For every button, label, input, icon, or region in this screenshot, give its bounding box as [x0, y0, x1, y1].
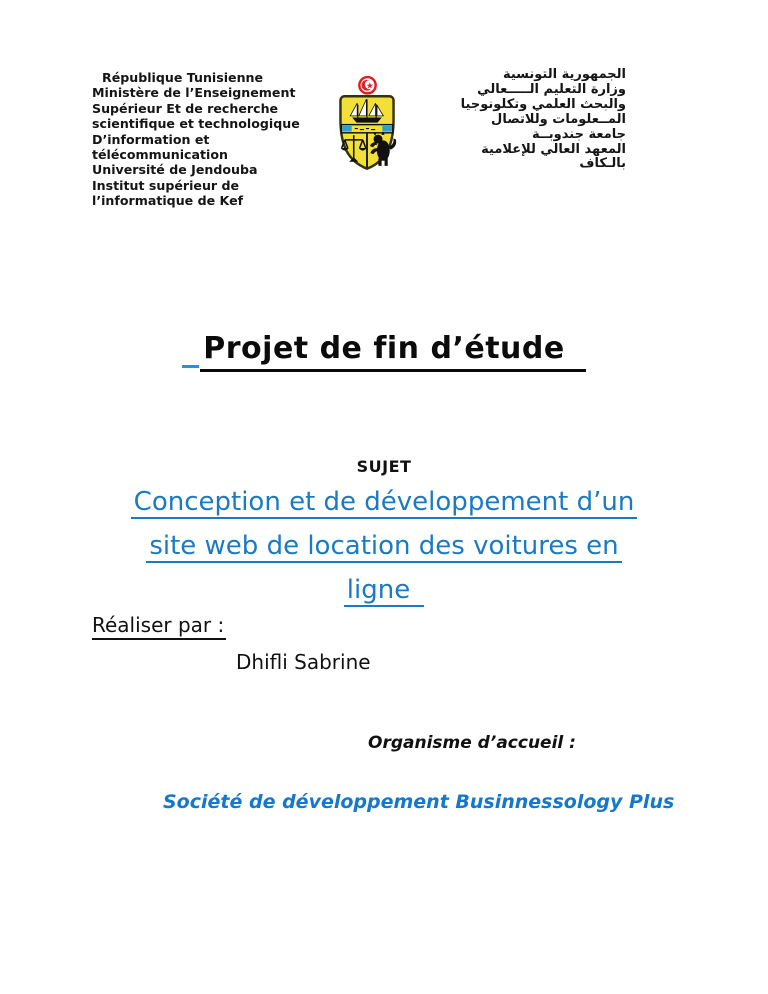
page-title: Projet de fin d’étude: [200, 331, 585, 372]
institution-line-ar: الجمهورية التونسية: [502, 67, 626, 82]
tunisia-coat-of-arms-icon: [330, 74, 404, 172]
subject-title: [0, 489, 768, 621]
institution-line: Université de Jendouba: [92, 162, 258, 178]
institution-line-ar: والبحث العلمي وتكلونوجيا: [460, 96, 626, 112]
institution-block-fr: [92, 70, 330, 209]
sujet-label: SUJET: [356, 457, 412, 476]
institution-line-ar: بالـكاف: [579, 156, 626, 172]
title-underline-tick: [182, 349, 199, 368]
institution-block-ar: [436, 68, 626, 172]
institution-line: D’information et: [92, 131, 210, 147]
sujet-row: [0, 457, 768, 476]
institution-line: Supérieur Et de recherche: [92, 100, 279, 116]
main-title-row: [0, 331, 768, 368]
subject-line: Conception et de développement d’un: [131, 489, 638, 519]
institution-line: scientifique et technologique: [92, 116, 300, 132]
institution-line: télécommunication: [92, 147, 228, 163]
institution-line-ar: جامعة جندوبــة: [532, 126, 626, 142]
host-organisation-label: Organisme d’accueil :: [368, 733, 576, 753]
institution-line-ar: وزارة التعليم الـــــعالي: [477, 81, 626, 97]
institution-line: République Tunisienne: [102, 70, 264, 85]
institution-line: l’informatique de Kef: [92, 193, 244, 209]
subject-line: site web de location des voitures en: [146, 533, 621, 563]
host-organisation-name: Société de développement Businnessology Plus: [163, 791, 675, 813]
author-name: Dhifli Sabrine: [236, 650, 371, 674]
subject-line: ligne: [344, 577, 424, 607]
institution-line-ar: المــعلومات وللاتصال: [491, 111, 626, 127]
realised-by-text: Réaliser par :: [92, 613, 226, 640]
institution-line: Ministère de l’Enseignement: [92, 85, 296, 101]
realised-by-label: [92, 613, 226, 637]
institution-line: Institut supérieur de: [92, 177, 240, 193]
institution-line-ar: المعهد العالي للإعلامية: [481, 141, 626, 157]
